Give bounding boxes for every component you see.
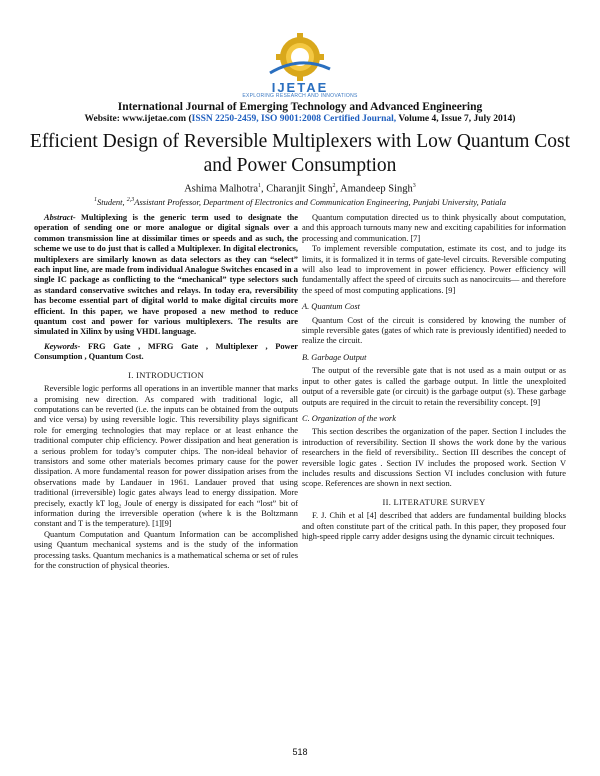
issn-link[interactable]: ISSN 2250-2459, ISO 9001:2008 Certified Journal, [191,114,397,124]
journal-website: Website: www.ijetae.com (ISSN 2250-2459, ISO 9001:2008 Certified Journal, Volume 4, Issue 7, July 2014) [84,114,516,124]
subsection-organization: C. Organization of the work [302,413,396,423]
right-column [302,213,566,542]
journal-name: International Journal of Emerging Technology and Advanced Engineering [117,101,483,113]
right-paragraph-2: To implement reversible computation, estimate its cost, and to judge its limits, it is formalized it in terms of gate-level circuits. Reversible computing will also lead to improvement in power efficiency. Power efficiency will fundamentally affect the speed of circuits such as nanocircuits— and therefore the speed of most computing applications. [9] [302,244,566,295]
page-number: 518 [292,747,308,757]
right-paragraph-1: Quantum computation directed us to think physically about computation, and this approach turnouts many new and exciting capabilities for information processing and communication. [7] [302,213,566,243]
section-heading-introduction: I. INTRODUCTION [128,369,204,380]
organization-paragraph: This section describes the organization of the paper. Section I includes the introduction of reversibility. Section II shows the work done by the various researchers in the field of reversibility.. Section III describes the concept of reversible logic gates . Section IV includes the proposed work. Section V includes results and discussions Section VI includes conclusion with future scope. References are shown in next section. [302,427,566,489]
intro-paragraph-1: Reversible logic performs all operations in an invertible manner that marks a promising new direction. As compared with traditional logic, all computations can be reverted (i.e. the inputs can be obtained from the outputs and vice versa) by using reversible logic. This reversibility plays significant role for emerging technologies that may replace or at least enhance the traditional computer chip efficiency. Power dissipation and heat generation is a serious problem for today’s computer chips. The non-ideal behavior of transistors and some other materials becomes primary cause for the power dissipation. A more fundamental reason for power dissipation arises from the observations made by Landauer in 1961. Landauer proved that using traditional (irreversible) logic gates always lead to energy dissipation. More precisely, exactly kT log₂ Joule of energy is dissipated for each “lost” bit of information during the irreversible operation (where k is the Boltzmann constant and T is the temperature). [1][9] [34,384,298,529]
gear-icon [276,33,324,81]
literature-paragraph-1: F. J. Chih et al [4] described that adders are fundamental building blocks and often constitute part of the critical path. In this paper, they proposed four high-speed ripple carry adder designs using the dynamic circuit techniques. [302,511,566,541]
section-heading-literature: II. LITERATURE SURVEY [382,496,486,507]
subsection-quantum-cost: A. Quantum Cost [302,302,360,312]
quantum-cost-paragraph: Quantum Cost of the circuit is considered by knowing the number of simple reversible gates (gates of which rate is previously identified) needed to realize the circuit. [302,315,566,346]
affiliation: $^1$Student, $^{2,3}$Assistant Professor, Department of Electronics and Communication Engineering, Punjabi University, Patiala [94,197,506,207]
logo-tagline: EXPLORING RESEARCH AND INNOVATIONS [242,93,358,99]
logo-text: IJETAE [271,80,329,95]
garbage-output-paragraph: The output of the reversible gate that is not used as a main output or as input to other gates is called the garbage output. In little the unexploited output of a reversible gate (or circuit) is the garbage output (s). These garbage outputs are required in the circuit to retain the reversibility concept. [9] [302,366,566,407]
keywords: Keywords- FRG Gate , MFRG Gate , Multiplexer , Power Consumption , Quantum Cost. [34,341,298,362]
subsection-garbage-output: B. Garbage Output [302,352,367,362]
author-list: Ashima Malhotra$^1$, Charanjit Singh$^2$, Amandeep Singh$^3$ [184,183,416,195]
intro-paragraph-2: Quantum Computation and Quantum Information can be accomplished using Quantum mechanical systems and is the study of the information processing tasks. Quantum mechanics is a mathematical schema or set of rules for the construction of physical theories. [34,529,298,570]
left-column [34,213,298,571]
abstract: Abstract- Multiplexing is the generic term used to designate the operation of sending one or more analogue or digital signals over a common transmission line at dissimilar times or speeds and as such, the scheme we use to do just that is called a Multiplexer. In digital electronics, multiplexers are similarly known as data selectors as they can “select” each input line, are made from individual Analogue Switches encased in a single IC package as conflicting to the “mechanical” type selectors such as standard conservative switches and relays. In today era, reversibility has become essential part of digital world to make digital circuits more efficient. In this paper, we have proposed a new method to reduce quantum cost and power for various multiplexers. The results are simulated in Xilinx by using VHDL language. [34,213,298,337]
paper-title: Efficient Design of Reversible Multiplexers with Low Quantum Cost and Power Consumption [29,131,571,176]
